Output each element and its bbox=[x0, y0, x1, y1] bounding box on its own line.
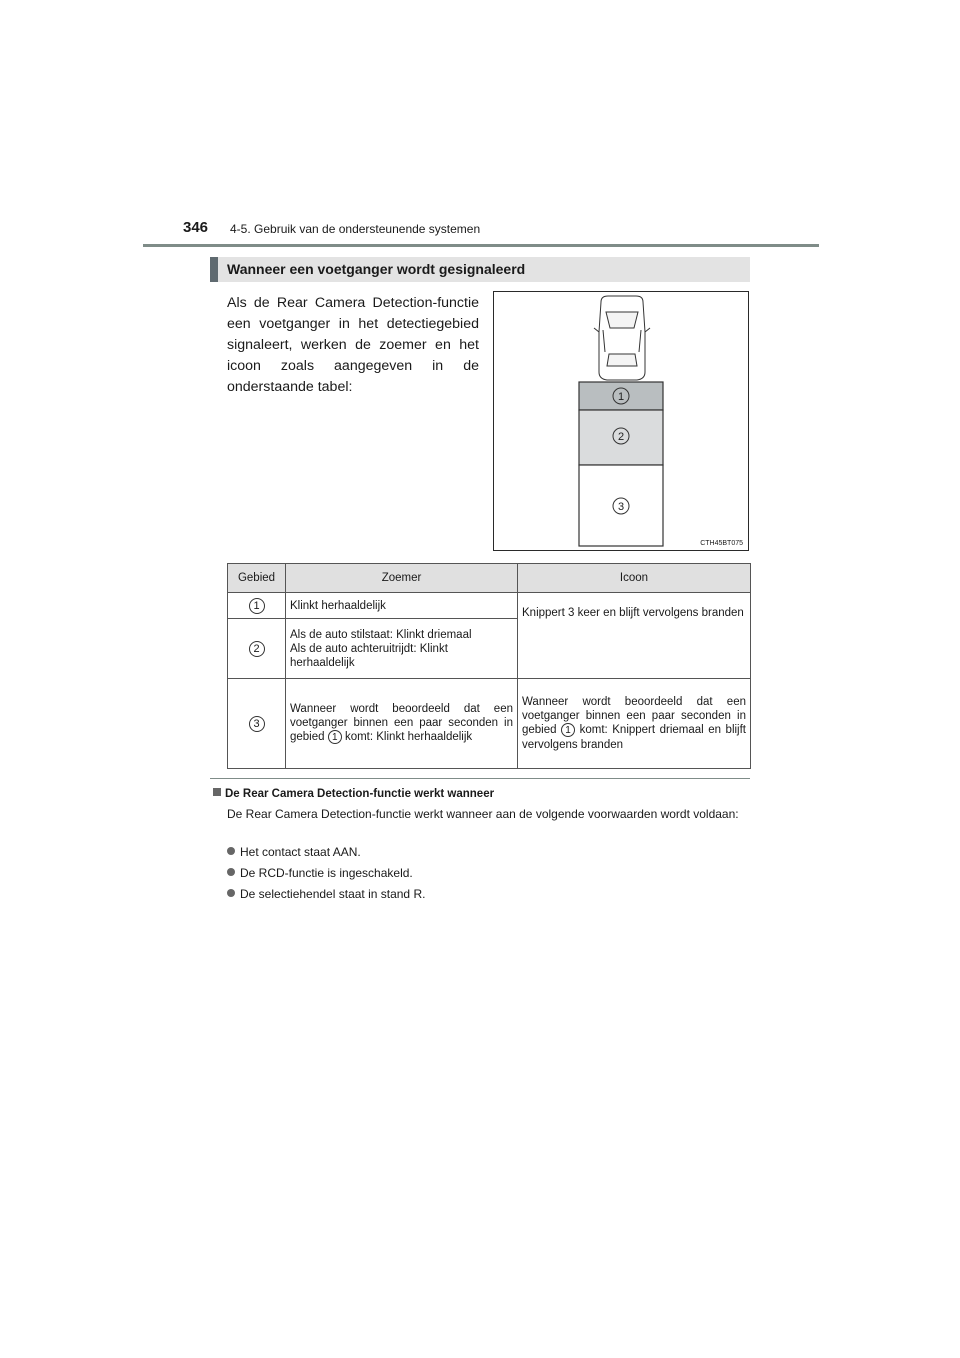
area-cell bbox=[228, 619, 286, 679]
square-bullet-icon bbox=[213, 788, 221, 796]
detection-area-diagram bbox=[494, 292, 748, 550]
section-heading-bar bbox=[210, 257, 750, 282]
area-ref: 1 bbox=[561, 723, 575, 737]
conditions-heading-text: De Rear Camera Detection-functie werkt wanneer bbox=[225, 788, 495, 800]
figure-code: CTH45BT075 bbox=[700, 540, 743, 547]
icon-cell-merged: Knippert 3 keer en blijft vervolgens branden bbox=[518, 593, 751, 679]
zone-label-3: 3 bbox=[617, 501, 625, 513]
header-rule bbox=[143, 244, 819, 247]
section-rule bbox=[210, 778, 750, 779]
zone-label-2: 2 bbox=[617, 431, 625, 443]
area-ref: 1 bbox=[328, 730, 342, 744]
heading-accent bbox=[210, 257, 218, 282]
section-path: 4-5. Gebruik van de ondersteunende systemen bbox=[230, 222, 481, 236]
list-item bbox=[227, 866, 413, 880]
area-cell bbox=[228, 593, 286, 619]
buzzer-cell: Klinkt herhaaldelijk bbox=[286, 593, 518, 619]
table-row bbox=[228, 593, 751, 619]
page-number: 346 bbox=[183, 219, 209, 236]
area-number: 1 bbox=[249, 598, 265, 614]
car-icon bbox=[594, 296, 650, 380]
table-header-row bbox=[228, 564, 751, 593]
buzzer-text: Wanneer wordt beoordeeld dat een voetganger binnen een paar seconden in gebied bbox=[290, 703, 513, 744]
bullet-dot-icon bbox=[227, 868, 235, 876]
header-icon: Icoon bbox=[518, 564, 751, 593]
list-item bbox=[227, 845, 361, 859]
buzzer-cell bbox=[286, 679, 518, 769]
area-number: 3 bbox=[249, 716, 265, 732]
icon-text: Wanneer wordt beoordeeld dat een voetganger binnen een paar seconden in gebied bbox=[522, 696, 746, 737]
header-area: Gebied bbox=[228, 564, 286, 593]
list-item-text: De selectiehendel staat in stand R. bbox=[240, 887, 426, 901]
bullet-dot-icon bbox=[227, 889, 235, 897]
buzzer-text: komt: Klinkt herhaaldelijk bbox=[344, 731, 473, 744]
buzzer-cell bbox=[286, 619, 518, 679]
buzzer-line: Als de auto achteruitrijdt: Klinkt herhaaldelijk bbox=[290, 642, 448, 669]
section-title: Wanneer een voetganger wordt gesignaleerd bbox=[227, 261, 526, 277]
area-cell bbox=[228, 679, 286, 769]
icon-cell bbox=[518, 679, 751, 769]
bullet-dot-icon bbox=[227, 847, 235, 855]
conditions-paragraph: De Rear Camera Detection-functie werkt wanneer aan de volgende voorwaarden wordt voldaan: bbox=[227, 807, 739, 821]
icon-text: komt: Knippert driemaal en blijft vervolgens branden bbox=[522, 724, 746, 751]
behavior-table bbox=[227, 563, 751, 769]
area-number: 2 bbox=[249, 641, 265, 657]
zone-label-1: 1 bbox=[617, 391, 625, 403]
list-item-text: Het contact staat AAN. bbox=[240, 845, 361, 859]
table-row bbox=[228, 679, 751, 769]
header-buzzer: Zoemer bbox=[286, 564, 518, 593]
list-item bbox=[227, 887, 425, 901]
intro-paragraph: Als de Rear Camera Detection-functie een voetganger in het detectiegebied signaleert, werken de zoemer en het icoon zoals aangegeven in de onderstaande tabel: bbox=[227, 295, 479, 395]
buzzer-line: Als de auto stilstaat: Klinkt driemaal bbox=[290, 628, 472, 641]
list-item-text: De RCD-functie is ingeschakeld. bbox=[240, 866, 413, 880]
detection-area-figure bbox=[493, 291, 749, 551]
conditions-heading bbox=[213, 788, 494, 800]
